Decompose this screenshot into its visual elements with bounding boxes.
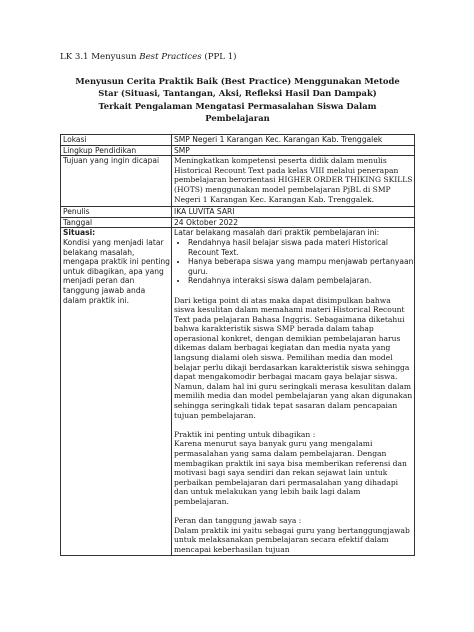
- situasi-question-2: Peran dan tanggung jawab saya :: [174, 516, 302, 526]
- situasi-content: [172, 228, 415, 555]
- situasi-paragraph-2: Karena menurut saya banyak guru yang mengalami permasalahan yang sama dalam pembelajaran. Dengan membagikan praktik ini saya bisa memberikan referensi dan motivasi bagi saya sendiri dan rekan sejawat lain untuk perbaikan pembelajaran dari permasalahan yang dihadapi dan untuk melakukan yang lebih baik lagi dalam pembelajaran.: [174, 439, 407, 506]
- row-value-lokasi: SMP Negeri 1 Karangan Kec. Karangan Kab. Trenggalek: [172, 135, 415, 146]
- row-value-tujuan: Meningkatkan kompetensi peserta didik dalam menulis Historical Recount Text pada kelas VIII melalui penerapan pembelajaran berorientasi HIGHER ORDER THIKING SKILLS (HOTS) menggunakan model pembelajaran PjBL di SMP Negeri 1 Karangan Kec. Karangan Kab. Trenggalek.: [172, 156, 415, 207]
- heading-line: Pembelajaran: [205, 113, 270, 124]
- table-row: [61, 145, 415, 156]
- row-key-lokasi: Lokasi: [61, 135, 172, 146]
- lk-title: [60, 52, 237, 62]
- situasi-paragraph-1: Dari ketiga point di atas maka dapat disimpulkan bahwa siswa kesulitan dalam memahami materi Historical Recount Text pada pelajaran Bahasa Inggris. Sebagaimana diketahui bahwa karakteristik siswa SMP berada dalam tahap operasional konkret, dengan demikian pembelajaran harus dikemas dalam berbagai kegiatan dan media nyata yang langsung dialami oleh siswa. Pemilihan media dan model belajar perlu dikaji berdasarkan karakteristik siswa sehingga dapat mengakomodir berbagai macam gaya belajar siswa. Namun, dalam hal ini guru seringkali merasa kesulitan dalam memilih media dan model pembelajaran yang akan digunakan sehingga seringkali tidak tepat sasaran dalam pencapaian tujuan pembelajaran.: [174, 295, 413, 420]
- row-key-penulis: Penulis: [61, 207, 172, 218]
- row-value-penulis: IKA LUVITA SARI: [172, 207, 415, 218]
- lk-prefix: LK 3.1 Menyusun: [60, 52, 140, 62]
- table-row: [61, 156, 415, 207]
- heading-line: Star (Situasi, Tantangan, Aksi, Refleksi Hasil Dan Dampak): [98, 88, 377, 99]
- table-row: [61, 228, 415, 555]
- list-item: • Hanya beberapa siswa yang mampu menjawab pertanyaan guru.: [188, 257, 414, 276]
- situasi-paragraph-3: Dalam praktik ini yaitu sebagai guru yang bertanggungjawab untuk melaksanakan pembelajaran secara efektif dalam mencapai keberhasilan tujuan: [174, 525, 410, 554]
- situasi-title: Situasi:: [63, 228, 96, 238]
- problem-list: [174, 238, 414, 286]
- situasi-intro: Latar belakang masalah dari praktik pembelajaran ini:: [174, 228, 380, 238]
- heading-line: Menyusun Cerita Praktik Baik (Best Practice) Menggunakan Metode: [75, 76, 400, 86]
- row-key-tanggal: Tanggal: [61, 217, 172, 228]
- situasi-question-1: Praktik ini penting untuk dibagikan :: [174, 429, 316, 439]
- row-value-lingkup: SMP: [172, 145, 415, 156]
- situasi-description: Kondisi yang menjadi latar belakang masalah, mengapa praktik ini penting untuk dibagikan, apa yang menjadi peran dan tanggung jawab anda dalam praktik ini.: [63, 237, 170, 305]
- lk-suffix: (PPL 1): [201, 52, 237, 62]
- list-item: • Rendahnya interaksi siswa dalam pembelajaran.: [188, 276, 414, 286]
- list-item: • Rendahnya hasil belajar siswa pada materi Historical Recount Text.: [188, 238, 414, 257]
- row-key-lingkup: Lingkup Pendidikan: [61, 145, 172, 156]
- table-row: [61, 207, 415, 218]
- lk-italic: Best Practices: [139, 52, 202, 62]
- document-heading: [60, 75, 415, 125]
- heading-line: Terkait Pengalaman Mengatasi Permasalahan Siswa Dalam: [98, 100, 377, 111]
- situasi-cell: [61, 228, 172, 555]
- row-value-tanggal: 24 Oktober 2022: [172, 217, 415, 228]
- best-practice-table: [60, 134, 415, 556]
- row-key-tujuan: Tujuan yang ingin dicapai: [61, 156, 172, 207]
- table-row: [61, 135, 415, 146]
- table-row: [61, 217, 415, 228]
